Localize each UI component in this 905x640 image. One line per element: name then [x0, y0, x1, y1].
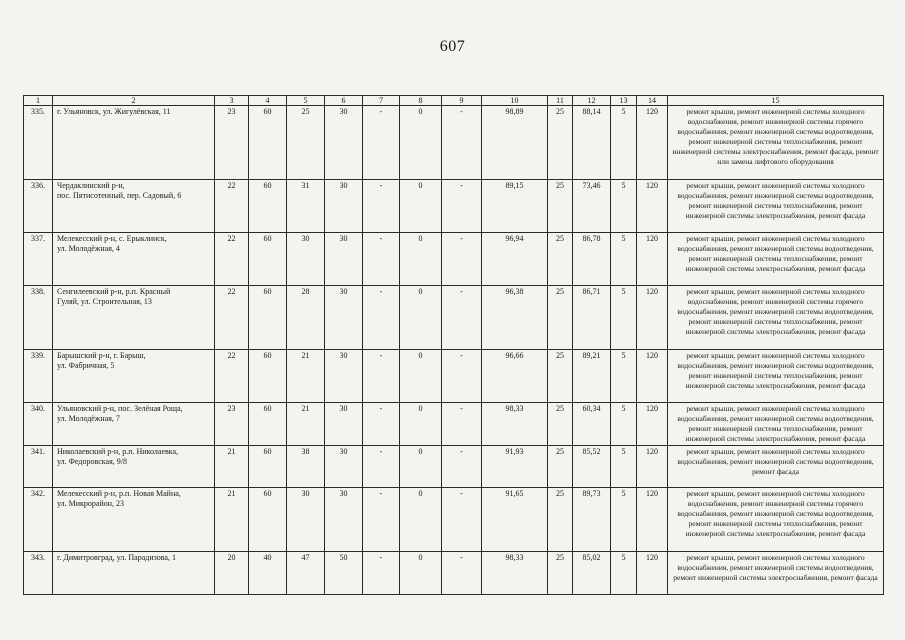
- value-cell-9: -: [442, 106, 482, 180]
- value-cell-4: 60: [249, 106, 287, 180]
- address-cell: [53, 106, 215, 180]
- column-header: 14: [637, 96, 668, 106]
- value-cell-6: 30: [325, 350, 363, 403]
- value-cell-10: 96,94: [482, 233, 548, 286]
- value-cell-5: 38: [287, 446, 325, 488]
- value-cell-3: 23: [215, 106, 249, 180]
- address-cell: [53, 446, 215, 488]
- value-cell-11: 25: [548, 350, 573, 403]
- value-cell-7: -: [363, 286, 400, 350]
- column-header: 9: [442, 96, 482, 106]
- address-cell: [53, 350, 215, 403]
- repair-works-cell: ремонт крыши, ремонт инженерной системы холодного водоснабжения, ремонт инженерной системы водоотведения, ремонт инженерной системы теплоснабжения, ремонт инженерной системы электроснабжения, ремонт фасада: [668, 403, 884, 446]
- row-number-cell: 336.: [24, 180, 53, 233]
- address-line: Барышский р-н, г. Барыш,: [57, 351, 146, 360]
- value-cell-11: 25: [548, 233, 573, 286]
- address-line: Гуляй, ул. Строительная, 13: [57, 297, 152, 306]
- value-cell-10: 91,93: [482, 446, 548, 488]
- table-row: [24, 350, 884, 403]
- value-cell-8: 0: [400, 180, 442, 233]
- value-cell-7: -: [363, 552, 400, 595]
- value-cell-7: -: [363, 233, 400, 286]
- address-cell: [53, 488, 215, 552]
- value-cell-3: 22: [215, 180, 249, 233]
- repair-register-table: [23, 95, 884, 595]
- value-cell-5: 30: [287, 488, 325, 552]
- value-cell-12: 89,73: [573, 488, 611, 552]
- row-number-cell: 340.: [24, 403, 53, 446]
- repair-works-cell: ремонт крыши, ремонт инженерной системы холодного водоснабжения, ремонт инженерной системы водоотведения, ремонт инженерной системы теплоснабжения, ремонт инженерной системы электроснабжения, ремонт фасада: [668, 233, 884, 286]
- address-line: Ульяновский р-н, пос. Зелёная Роща,: [57, 404, 183, 413]
- value-cell-3: 20: [215, 552, 249, 595]
- value-cell-10: 96,38: [482, 286, 548, 350]
- value-cell-9: -: [442, 233, 482, 286]
- value-cell-7: -: [363, 488, 400, 552]
- value-cell-9: -: [442, 286, 482, 350]
- repair-works-cell: ремонт крыши, ремонт инженерной системы холодного водоснабжения, ремонт инженерной системы горячего водоснабжения, ремонт инженерной системы водоотведения, ремонт инженерной системы теплоснабжения, ремонт инженерной системы электроснабжения, ремонт фасада: [668, 286, 884, 350]
- address-line: пос. Пятисотенный, пер. Садовый, 6: [57, 191, 182, 200]
- row-number-cell: 337.: [24, 233, 53, 286]
- value-cell-12: 73,46: [573, 180, 611, 233]
- row-number-cell: 342.: [24, 488, 53, 552]
- value-cell-3: 23: [215, 403, 249, 446]
- value-cell-13: 5: [611, 350, 637, 403]
- address-line: Николаевский р-н, р.п. Николаевка,: [57, 447, 179, 456]
- value-cell-14: 120: [637, 286, 668, 350]
- value-cell-7: -: [363, 403, 400, 446]
- repair-works-cell: ремонт крыши, ремонт инженерной системы холодного водоснабжения, ремонт инженерной системы горячего водоснабжения, ремонт инженерной системы водоотведения, ремонт инженерной системы теплоснабжения, ремонт инженерной системы электроснабжения, ремонт фасада: [668, 488, 884, 552]
- value-cell-11: 25: [548, 552, 573, 595]
- table-row: [24, 403, 884, 446]
- value-cell-14: 120: [637, 552, 668, 595]
- repair-works-cell: ремонт крыши, ремонт инженерной системы холодного водоснабжения, ремонт инженерной системы горячего водоснабжения, ремонт инженерной системы водоотведения, ремонт инженерной системы теплоснабжения, ремонт инженерной системы электроснабжения, ремонт фасада, ремонт или замена лифтового оборудования: [668, 106, 884, 180]
- value-cell-4: 60: [249, 403, 287, 446]
- value-cell-5: 31: [287, 180, 325, 233]
- value-cell-12: 89,21: [573, 350, 611, 403]
- value-cell-13: 5: [611, 403, 637, 446]
- table-row: [24, 552, 884, 595]
- address-line: ул. Микрорайон, 23: [57, 499, 125, 508]
- address-line: Сенгилеевский р-н, р.п. Красный: [57, 287, 171, 296]
- value-cell-4: 60: [249, 180, 287, 233]
- address-line: Чердаклинский р-н,: [57, 181, 125, 190]
- repair-works-cell: ремонт крыши, ремонт инженерной системы холодного водоснабжения, ремонт инженерной системы водоотведения, ремонт инженерной системы электроснабжения, ремонт фасада: [668, 552, 884, 595]
- value-cell-6: 30: [325, 106, 363, 180]
- value-cell-9: -: [442, 180, 482, 233]
- table-row: [24, 286, 884, 350]
- value-cell-9: -: [442, 552, 482, 595]
- value-cell-10: 98,89: [482, 106, 548, 180]
- address-cell: [53, 403, 215, 446]
- value-cell-3: 22: [215, 350, 249, 403]
- column-header: 11: [548, 96, 573, 106]
- table-body: [24, 96, 884, 595]
- value-cell-5: 21: [287, 403, 325, 446]
- value-cell-5: 30: [287, 233, 325, 286]
- value-cell-11: 25: [548, 286, 573, 350]
- row-number-cell: 341.: [24, 446, 53, 488]
- address-line: г. Ульяновск, ул. Жигулёвская, 11: [57, 107, 171, 116]
- value-cell-6: 30: [325, 286, 363, 350]
- value-cell-4: 60: [249, 233, 287, 286]
- address-cell: [53, 180, 215, 233]
- value-cell-3: 22: [215, 286, 249, 350]
- value-cell-8: 0: [400, 286, 442, 350]
- value-cell-7: -: [363, 446, 400, 488]
- address-line: Мелекесский р-н, с. Ерыклинск,: [57, 234, 167, 243]
- value-cell-8: 0: [400, 106, 442, 180]
- column-header-row: [24, 96, 884, 106]
- table-row: [24, 233, 884, 286]
- column-header: 10: [482, 96, 548, 106]
- address-line: г. Димитровград, ул. Парадизова, 1: [57, 553, 176, 562]
- value-cell-10: 98,33: [482, 403, 548, 446]
- value-cell-5: 25: [287, 106, 325, 180]
- address-cell: [53, 552, 215, 595]
- address-cell: [53, 286, 215, 350]
- value-cell-8: 0: [400, 350, 442, 403]
- row-number-cell: 335.: [24, 106, 53, 180]
- table-row: [24, 446, 884, 488]
- value-cell-11: 25: [548, 106, 573, 180]
- value-cell-6: 50: [325, 552, 363, 595]
- column-header: 13: [611, 96, 637, 106]
- value-cell-11: 25: [548, 180, 573, 233]
- value-cell-12: 85,02: [573, 552, 611, 595]
- value-cell-4: 40: [249, 552, 287, 595]
- value-cell-3: 21: [215, 488, 249, 552]
- value-cell-4: 60: [249, 286, 287, 350]
- value-cell-13: 5: [611, 180, 637, 233]
- page-number: 607: [439, 38, 466, 55]
- value-cell-6: 30: [325, 233, 363, 286]
- value-cell-10: 98,33: [482, 552, 548, 595]
- row-number-cell: 338.: [24, 286, 53, 350]
- value-cell-13: 5: [611, 488, 637, 552]
- value-cell-5: 28: [287, 286, 325, 350]
- value-cell-14: 120: [637, 446, 668, 488]
- value-cell-7: -: [363, 106, 400, 180]
- column-header: 5: [287, 96, 325, 106]
- value-cell-11: 25: [548, 446, 573, 488]
- address-line: Мелекесский р-н, р.п. Новая Майна,: [57, 489, 181, 498]
- value-cell-5: 47: [287, 552, 325, 595]
- value-cell-9: -: [442, 403, 482, 446]
- repair-works-cell: ремонт крыши, ремонт инженерной системы холодного водоснабжения, ремонт инженерной системы водоотведения, ремонт инженерной системы теплоснабжения, ремонт инженерной системы электроснабжения, ремонт фасада: [668, 350, 884, 403]
- value-cell-8: 0: [400, 552, 442, 595]
- address-line: ул. Фабричная, 5: [57, 361, 115, 370]
- value-cell-12: 86,71: [573, 286, 611, 350]
- value-cell-8: 0: [400, 403, 442, 446]
- value-cell-13: 5: [611, 552, 637, 595]
- value-cell-13: 5: [611, 106, 637, 180]
- value-cell-6: 30: [325, 403, 363, 446]
- column-header: 7: [363, 96, 400, 106]
- column-header: 1: [24, 96, 53, 106]
- value-cell-4: 60: [249, 488, 287, 552]
- value-cell-8: 0: [400, 488, 442, 552]
- value-cell-11: 25: [548, 403, 573, 446]
- value-cell-10: 89,15: [482, 180, 548, 233]
- value-cell-11: 25: [548, 488, 573, 552]
- value-cell-9: -: [442, 446, 482, 488]
- value-cell-9: -: [442, 350, 482, 403]
- value-cell-14: 120: [637, 350, 668, 403]
- value-cell-6: 30: [325, 446, 363, 488]
- value-cell-12: 85,52: [573, 446, 611, 488]
- column-header: 15: [668, 96, 884, 106]
- value-cell-14: 120: [637, 180, 668, 233]
- column-header: 4: [249, 96, 287, 106]
- value-cell-13: 5: [611, 233, 637, 286]
- value-cell-4: 60: [249, 446, 287, 488]
- value-cell-13: 5: [611, 286, 637, 350]
- value-cell-3: 21: [215, 446, 249, 488]
- value-cell-12: 86,78: [573, 233, 611, 286]
- address-line: ул. Федоровская, 9/8: [57, 457, 127, 466]
- value-cell-4: 60: [249, 350, 287, 403]
- value-cell-9: -: [442, 488, 482, 552]
- value-cell-6: 30: [325, 488, 363, 552]
- row-number-cell: 339.: [24, 350, 53, 403]
- address-line: ул. Молодёжная, 7: [57, 414, 120, 423]
- value-cell-7: -: [363, 180, 400, 233]
- column-header: 12: [573, 96, 611, 106]
- value-cell-8: 0: [400, 446, 442, 488]
- value-cell-7: -: [363, 350, 400, 403]
- value-cell-3: 22: [215, 233, 249, 286]
- column-header: 8: [400, 96, 442, 106]
- value-cell-14: 120: [637, 106, 668, 180]
- address-cell: [53, 233, 215, 286]
- value-cell-6: 30: [325, 180, 363, 233]
- value-cell-8: 0: [400, 233, 442, 286]
- value-cell-12: 60,34: [573, 403, 611, 446]
- value-cell-14: 120: [637, 403, 668, 446]
- table-row: [24, 180, 884, 233]
- value-cell-10: 96,66: [482, 350, 548, 403]
- value-cell-10: 91,65: [482, 488, 548, 552]
- column-header: 6: [325, 96, 363, 106]
- value-cell-12: 88,14: [573, 106, 611, 180]
- table-row: [24, 488, 884, 552]
- value-cell-13: 5: [611, 446, 637, 488]
- value-cell-14: 120: [637, 233, 668, 286]
- value-cell-14: 120: [637, 488, 668, 552]
- table-row: [24, 106, 884, 180]
- repair-works-cell: ремонт крыши, ремонт инженерной системы холодного водоснабжения, ремонт инженерной системы водоотведения, ремонт инженерной системы теплоснабжения, ремонт инженерной системы электроснабжения, ремонт фасада: [668, 180, 884, 233]
- column-header: 2: [53, 96, 215, 106]
- address-line: ул. Молодёжная, 4: [57, 244, 120, 253]
- value-cell-5: 21: [287, 350, 325, 403]
- row-number-cell: 343.: [24, 552, 53, 595]
- column-header: 3: [215, 96, 249, 106]
- repair-works-cell: ремонт крыши, ремонт инженерной системы холодного водоснабжения, ремонт инженерной системы водоотведения, ремонт фасада: [668, 446, 884, 488]
